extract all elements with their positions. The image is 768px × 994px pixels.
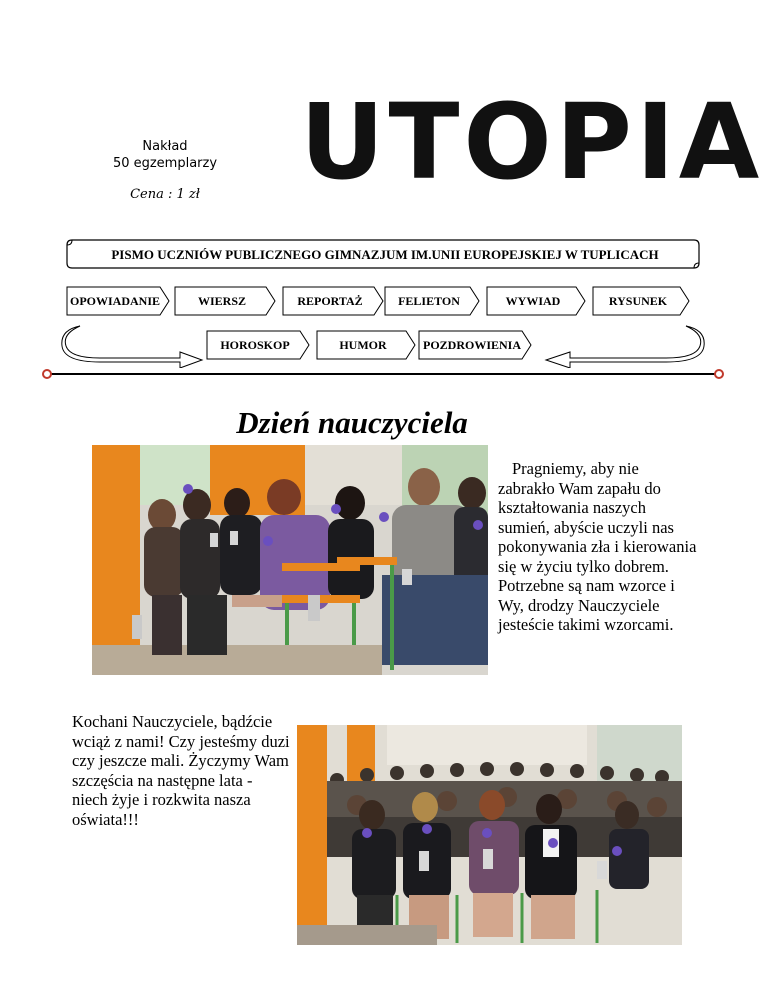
section-tag-label: WYWIAD [505, 294, 561, 308]
paragraph-2-text: Kochani Nauczyciele, bądźcie wciąż z nami! Czy jesteśmy duzi czy jeszcze mali. Życzymy Wam szczęścia na następne lata - niech żyje i rozkwita nasza oświata!!! [72, 712, 290, 829]
section-tag-humor [316, 330, 416, 360]
article-headline: Dzień nauczyciela [236, 405, 468, 440]
section-tag-label: HUMOR [339, 338, 387, 352]
section-tag-label: RYSUNEK [608, 294, 668, 308]
right-curved-arrow-icon [540, 322, 706, 368]
print-run-info [95, 138, 235, 203]
section-divider [42, 369, 724, 379]
section-tag-label: OPOWIADANIE [69, 294, 160, 308]
print-run-value: 50 egzemplarzy [112, 156, 218, 171]
school-banner-text: PISMO UCZNIÓW PUBLICZNEGO GIMNAZJUM IM.UNII EUROPEJSKIEJ W TUPLICACH [111, 247, 659, 262]
section-tag-opowiadanie [66, 286, 170, 316]
print-run-label: Nakład [142, 139, 188, 154]
article-paragraph-1 [498, 459, 698, 635]
article-paragraph-2 [72, 712, 292, 829]
section-tag-horoskop [206, 330, 310, 360]
section-tag-label: WIERSZ [197, 294, 247, 308]
left-curved-arrow-icon [60, 322, 210, 368]
section-tag-reportaż [282, 286, 384, 316]
section-tag-felieton [384, 286, 480, 316]
section-tag-rysunek [592, 286, 690, 316]
section-tag-label: POZDROWIENIA [422, 338, 521, 352]
section-tag-pozdrowienia [418, 330, 532, 360]
section-tag-label: REPORTAŻ [297, 294, 363, 308]
section-tag-label: FELIETON [398, 294, 460, 308]
teachers-photo-2 [297, 725, 682, 945]
teachers-photo-1 [92, 445, 488, 675]
section-tag-wiersz [174, 286, 276, 316]
newspaper-logo: UTOPIA [300, 81, 764, 203]
paragraph-1-text: Pragniemy, aby nie zabrakło Wam zapału do kształtowania naszych sumień, abyście uczyli nas pokonywania zła i kierowania się w życiu tylko dobrem. Potrzebne są nam wzorce i Wy, drodzy Nauczyciele jesteście takimi wzorcami. [498, 459, 697, 634]
price-label: Cena : 1 zł [130, 187, 200, 202]
section-tag-label: HOROSKOP [220, 338, 290, 352]
section-tag-wywiad [486, 286, 586, 316]
